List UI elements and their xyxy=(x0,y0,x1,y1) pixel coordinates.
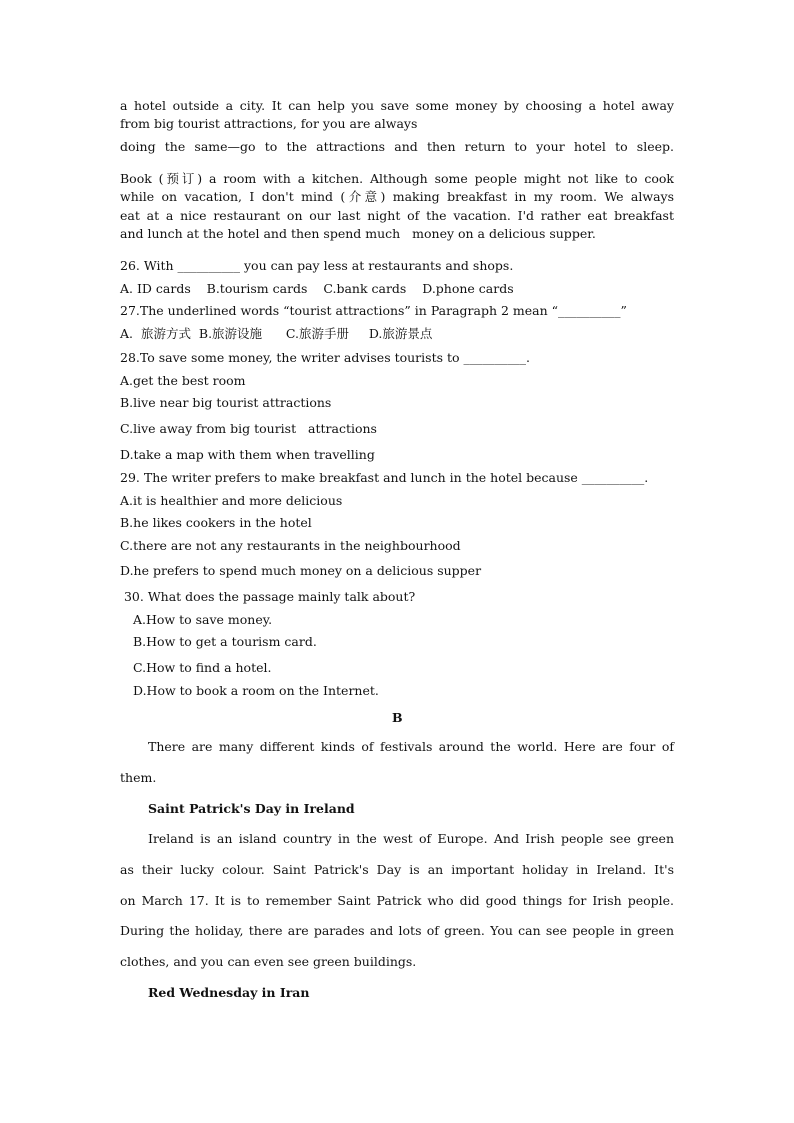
question-30-option-b: B.How to get a tourism card. xyxy=(133,634,317,649)
question-27-options: A. 旅游方式 B.旅游设施 C.旅游手册 D.旅游景点 xyxy=(120,326,433,341)
question-30-stem: 30. What does the passage mainly talk about? xyxy=(120,589,416,604)
section-title-saint-patricks-day: Saint Patrick's Day in Ireland xyxy=(148,801,355,816)
question-28-option-a: A.get the best room xyxy=(120,373,246,388)
passage-a-p2-line3: eat at a nice restaurant on our last night of the vacation. I'd rather eat breakfast xyxy=(120,208,674,223)
question-28-option-c: C.live away from big tourist attractions xyxy=(120,421,377,436)
passage-a-p1-line1: a hotel outside a city. It can help you save some money by choosing a hotel away xyxy=(120,98,674,113)
passage-a-p2-line1: Book (预订) a room with a kitchen. Although some people might not like to cook xyxy=(120,171,674,186)
section1-line2: as their lucky colour. Saint Patrick's Day is an important holiday in Ireland. It's xyxy=(120,862,674,877)
question-29-option-b: B.he likes cookers in the hotel xyxy=(120,515,312,530)
passage-a-p2-line2: while on vacation, I don't mind (介意) making breakfast in my room. We always xyxy=(120,189,674,204)
question-30-option-a: A.How to save money. xyxy=(133,612,273,627)
question-30-option-c: C.How to find a hotel. xyxy=(133,660,272,675)
question-30-option-d: D.How to book a room on the Internet. xyxy=(133,683,379,698)
section1-line5: clothes, and you can even see green buildings. xyxy=(120,954,417,969)
passage-b-intro-line2: them. xyxy=(120,770,157,785)
section1-line3: on March 17. It is to remember Saint Patrick who did good things for Irish people. xyxy=(120,893,674,908)
passage-b-intro-line1: There are many different kinds of festivals around the world. Here are four of xyxy=(148,739,674,754)
passage-a-p1-line3: doing the same—go to the attractions and then return to your hotel to sleep. xyxy=(120,139,674,154)
passage-a-p1-line2: from big tourist attractions, for you are always xyxy=(120,116,418,131)
passage-b-heading: B xyxy=(392,710,403,725)
question-29-option-a: A.it is healthier and more delicious xyxy=(120,493,343,508)
section-title-red-wednesday: Red Wednesday in Iran xyxy=(148,985,310,1000)
section1-line1: Ireland is an island country in the west of Europe. And Irish people see green xyxy=(148,831,674,846)
question-29-option-d: D.he prefers to spend much money on a delicious supper xyxy=(120,563,482,578)
question-28-option-d: D.take a map with them when travelling xyxy=(120,447,375,462)
question-29-stem: 29. The writer prefers to make breakfast and lunch in the hotel because __________. xyxy=(120,470,649,485)
question-28-stem: 28.To save some money, the writer advises tourists to __________. xyxy=(120,350,530,365)
question-26-options: A. ID cards B.tourism cards C.bank cards D.phone cards xyxy=(120,281,514,296)
question-26-stem: 26. With __________ you can pay less at restaurants and shops. xyxy=(120,258,514,273)
question-27-stem: 27.The underlined words “tourist attractions” in Paragraph 2 mean “__________” xyxy=(120,303,627,318)
question-28-option-b: B.live near big tourist attractions xyxy=(120,395,332,410)
section1-line4: During the holiday, there are parades and lots of green. You can see people in green xyxy=(120,923,674,938)
question-29-option-c: C.there are not any restaurants in the neighbourhood xyxy=(120,538,461,553)
passage-a-p2-line4: and lunch at the hotel and then spend much money on a delicious supper. xyxy=(120,226,596,241)
